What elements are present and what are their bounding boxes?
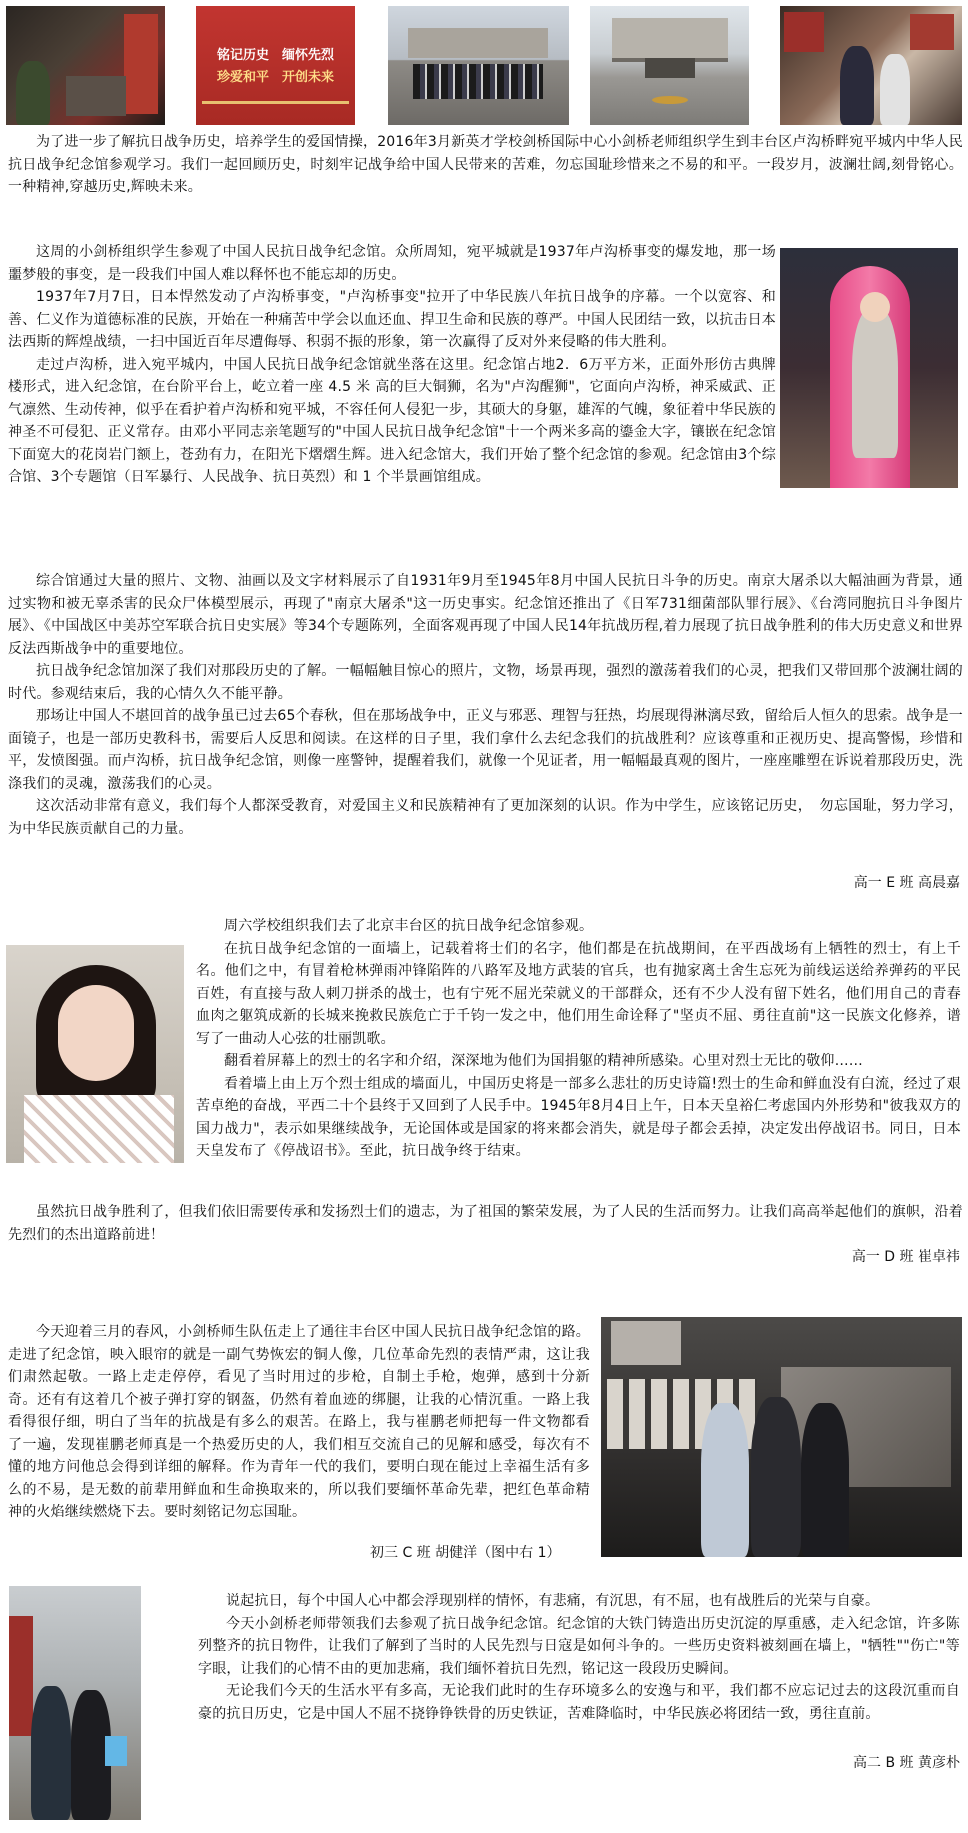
photo-museum-facade: [590, 6, 749, 125]
section6-paragraph-1: 说起抗日，每个中国人心中都会浮现别样的情怀，有悲痛，有沉思，有不屈，也有战胜后的光荣与自豪。: [226, 1593, 880, 1609]
section5-text: [8, 1321, 590, 1524]
section4-paragraph-4: 看着墙上由上万个烈士组成的墙面儿，中国历史将是一部多么悲壮的历史诗篇!烈士的生命和鲜血没有白流，经过了艰苦卓绝的奋战，平西二十个县终于又回到了人民手中。1945年8月4日上午，日本天皇裕仁考虑国内外形势和"彼我双方的国力战力"，表示如果继续战争，无论国体或是国家的将来都会消失，就是母子都会丢掉，决定发出停战诏书。同日，日本天皇发布了《停战诏书》。至此，抗日战争终于结束。: [196, 1075, 961, 1159]
section2-paragraph-2: 1937年7月7日，日本悍然发动了卢沟桥事变，"卢沟桥事变"拉开了中华民族八年抗日战争的序幕。一个以宽容、和善、仁义作为道德标准的民族，开始在一种痛苦中学会以血还血、捍卫生命和民族的尊严。中国人民团结一致，以抗击日本法西斯的辉煌战绩，一扫中国近百年尽遭侮辱、积弱不振的形象，第一次赢得了反对外来侵略的伟大胜利。: [8, 289, 776, 350]
section3-paragraph-3: 那场让中国人不堪回首的战争虽已过去65个春秋，但在那场战争中，正义与邪恶、理智与狂热，均展现得淋漓尽致，留给后人恒久的思索。战争是一面镜子，也是一部历史教科书，需要后人反思和阅读。在这样的日子里，我们拿什么去纪念我们的抗战胜利？应该尊重和正视历史、提高警惕，珍惜和平，发愤图强。而卢沟桥，抗日战争纪念馆，则像一座警钟，提醒着我们，就像一个见证者，用一幅幅最真观的图片，一座座雕塑在诉说着那段历史，洗涤我们的灵魂，激荡我们的心灵。: [8, 708, 964, 792]
section6-paragraph-3: 无论我们今天的生活水平有多高，无论我们此时的生存环境多么的安逸与和平，我们都不应忘记过去的这段沉重而自豪的抗日历史，它是中国人不屈不挠铮铮铁骨的历史铁证，苦难降临时，中华民族必将团结一致，勇往直前。: [198, 1683, 960, 1722]
photo-three-students: [601, 1317, 962, 1557]
section4-signature: 高一 D 班 崔卓祎: [851, 1249, 960, 1265]
section5-signature: 初三 C 班 胡健洋（图中右 1）: [370, 1545, 561, 1561]
section6-paragraph-2: 今天小剑桥老师带领我们去参观了抗日战争纪念馆。纪念馆的大铁门铸造出历史沉淀的厚重感，走入纪念馆，许多陈列整齐的抗日物件，让我们了解到了当时的人民先烈与日寇是如何斗争的。一些历史资料被刻画在墙上，"牺牲""伤亡"等字眼，让我们的心情不由的更加悲痛，我们缅怀着抗日先烈，铭记这一段段历史瞬间。: [198, 1615, 960, 1677]
photo-students-exhibition: [780, 6, 962, 125]
section4-paragraph-2: 在抗日战争纪念馆的一面墙上，记载着将士们的名字，他们都是在抗战期间，在平西战场有上牺牲的烈士，有上千名。他们之中，有冒着枪林弹雨冲锋陷阵的八路军及地方武装的官兵，也有抛家离土舍生忘死为前线运送给养弹药的平民百姓，有直接与敌人刺刀拼杀的战士，也有宁死不屈光荣就义的干部群众，还有不少人没有留下姓名，他们用自己的青春血肉之躯筑成新的长城来挽救民族危亡于千钧一发之中，他们用生命诠释了"坚贞不屈、勇往直前"这一民族文化修养，谱写了一曲动人心弦的壮丽凯歌。: [196, 940, 961, 1047]
section5-paragraph-1: 今天迎着三月的春风，小剑桥师生队伍走上了通往丰台区中国人民抗日战争纪念馆的路。走进了纪念馆，映入眼帘的就是一副气势恢宏的铜人像，几位革命先烈的表情严肃，这让我们肃然起敬。一路上走走停停，看见了当时用过的步枪，自制土手枪，炮弹，感到十分新奇。还有有这着几个被子弹打穿的钢盔，仍然有着血迹的绑腿，让我的心情沉重。一路上我看得很仔细，明白了当年的抗战是有多么的艰苦。在路上，我与崔鹏老师把每一件文物都看了一遍，发现崔鹏老师真是一个热爱历史的人，我们相互交流自己的见解和感受，每次有不懂的地方问他总会得到详细的解释。作为青年一代的我们，要明白现在能过上幸福生活有多么的不易，是无数的前辈用鲜血和生命换取来的，所以我们要缅怀革命先辈，把红色革命精神的火焰继续燃烧下去。要时刻铭记勿忘国耻。: [8, 1324, 590, 1520]
section4-paragraph-3: 翻看着屏幕上的烈士的名字和介绍，深深地为他们为国捐躯的精神所感染。心里对烈士无比的敬仰……: [224, 1053, 863, 1069]
photo-group-museum: [388, 6, 569, 125]
photo-selfie: [6, 945, 184, 1163]
section4-text-lower: [8, 1201, 963, 1246]
section4-paragraph-1: 周六学校组织我们去了北京丰台区的抗日战争纪念馆参观。: [224, 918, 594, 934]
section3-signature: 高一 E 班 高晨嘉: [853, 875, 960, 891]
photo-girl-portrait: [780, 248, 958, 488]
section3-paragraph-1: 综合馆通过大量的照片、文物、油画以及文字材料展示了自1931年9月至1945年8月中国人民抗日斗争的历史。南京大屠杀以大幅油画为背景，通过实物和被无辜杀害的民众尸体模型展示，再现了"南京大屠杀"这一历史事实。纪念馆还推出了《日军731细菌部队罪行展》、《台湾同胞抗日斗争图片展》、《中国战区中美苏空军联合抗日史实展》等34个专题陈列，全面客观再现了中国人民14年抗战历程,着力展现了抗日战争胜利的伟大历史意义和世界反法西斯战争中的重要地位。: [8, 573, 963, 657]
section1-text: [8, 131, 963, 199]
section2-paragraph-3: 走过卢沟桥，进入宛平城内，中国人民抗日战争纪念馆就坐落在这里。纪念馆占地2．6万平方米，正面外形仿古典牌楼形式，进入纪念馆，在台阶平台上，屹立着一座 4.5 米 高的巨大铜狮，名为"卢沟醒狮"，它面向卢沟桥，神采威武、正气凛然、生动传神，似乎在看护着卢沟桥和宛平城，不容任何人侵犯一步，其硕大的身躯，雄浑的气魄，象征着中华民族的神圣不可侵犯、正义常存。由邓小平同志亲笔题写的"中国人民抗日战争纪念馆"十一个两米多高的鎏金大字，镶嵌在纪念馆下面宽大的花岗岩门额上，苍劲有力，在阳光下熠熠生辉。进入纪念馆大，我们开始了整个纪念馆的参观。纪念馆由3个综合馆、3个专题馆（日军暴行、人民战争、抗日英烈）和 1 个半景画馆组成。: [8, 356, 776, 485]
banner-caption-1: 铭记历史 缅怀先烈: [216, 48, 334, 63]
section1-paragraph-1: 为了进一步了解抗日战争历史，培养学生的爱国情操，2016年3月新英才学校剑桥国际中心小剑桥老师组织学生到丰台区卢沟桥畔宛平城内中华人民抗日战争纪念馆参观学习。我们一起回顾历史，时刻牢记战争给中国人民带来的苦难，勿忘国耻珍惜来之不易的和平。一段岁月，波澜壮阔,刻骨铭心。 一种精神,穿越历史,辉映未来。: [8, 134, 963, 195]
section3-text: [8, 570, 963, 840]
photo-exhibit-hall: [6, 6, 165, 125]
section6-signature: 高二 B 班 黄彦朴: [853, 1755, 960, 1771]
photo-banner: [196, 6, 355, 125]
photo-outdoor-students: [9, 1586, 141, 1820]
section6-text: [198, 1590, 960, 1725]
section3-paragraph-4: 这次活动非常有意义，我们每个人都深受教育，对爱国主义和民族精神有了更加深刻的认识。作为中学生，应该铭记历史， 勿忘国耻，努力学习，为中华民族贡献自己的力量。: [8, 798, 963, 837]
section3-paragraph-2: 抗日战争纪念馆加深了我们对那段历史的了解。一幅幅触目惊心的照片，文物，场景再现，强烈的激荡着我们的心灵，把我们又带回那个波澜壮阔的时代。参观结束后，我的心情久久不能平静。: [8, 663, 963, 702]
section4-text-upper: [196, 915, 961, 1163]
section2-paragraph-1: 这周的小剑桥组织学生参观了中国人民抗日战争纪念馆。众所周知，宛平城就是1937年卢沟桥事变的爆发地，那一场噩梦般的事变，是一段我们中国人难以释怀也不能忘却的历史。: [8, 244, 776, 283]
section4-paragraph-5: 虽然抗日战争胜利了，但我们依旧需要传承和发扬烈士们的遗志，为了祖国的繁荣发展，为了人民的生活而努力。让我们高高举起他们的旗帜，沿着先烈们的杰出道路前进！: [8, 1204, 963, 1243]
section2-text: [8, 241, 776, 489]
banner-caption-2: 珍爱和平 开创未来: [216, 70, 334, 85]
